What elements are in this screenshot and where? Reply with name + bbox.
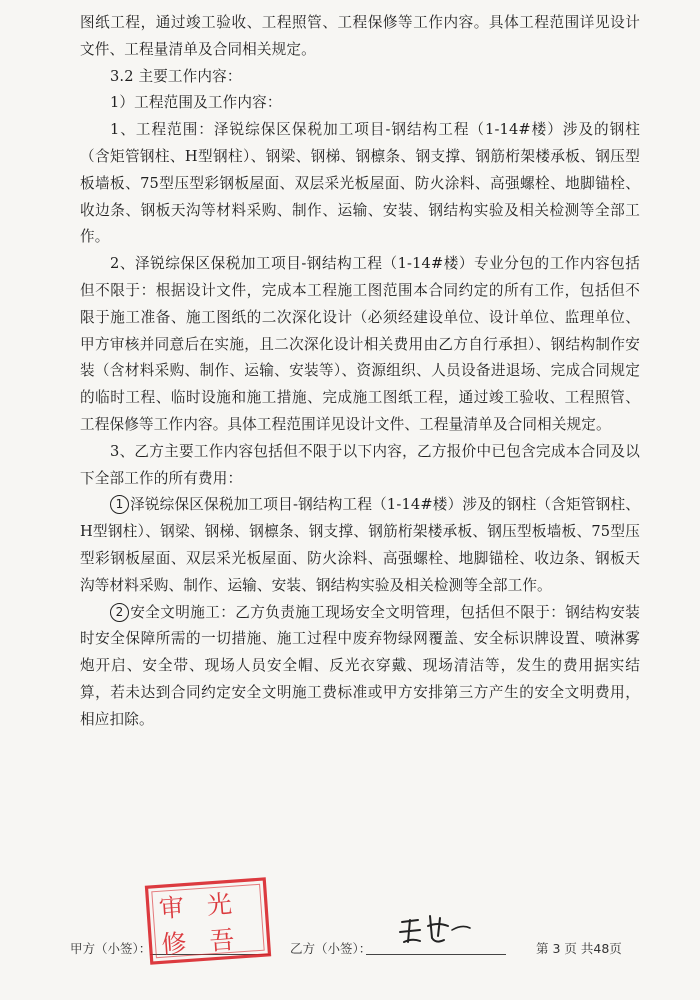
paragraph-scope-2: 2、泽锐综保区保税加工项目-钢结构工程（1-14#楼）专业分包的工作内容包括但不限于：根据设计文件，完成本工程施工图范围本合同约定的所有工作，包括但不限于施工准备、施工图纸的二次深化设计（必须经建设单位、设计单位、监理单位、甲方审核并同意后在实施，且二次深化设计相关费用由乙方自行承担）、钢结构制作安装（含材料采购、制作、运输、安装等）、资源组织、人员设备进退场、完成合同规定的临时工程、临时设施和施工措施、完成施工图纸工程，通过竣工验收、工程照管、工程保修等工作内容。具体工程范围详见设计文件、工程量清单及合同相关规定。 [80,255,640,433]
item-2-text: 安全文明施工：乙方负责施工现场安全文明管理，包括但不限于：钢结构安装时安全保障所需的一切措施、施工过程中废弃物绿网覆盖、安全标识牌设置、喷淋雾炮开启、安全带、现场人员安全帽、反光衣穿戴、现场清洁等，发生的费用据实结算，若未达到合同约定安全文明施工费标准或甲方安排第三方产生的安全文明费用，相应扣除。 [80,603,640,728]
item-1-text: 泽锐综保区保税加工项目-钢结构工程（1-14#楼）涉及的钢柱（含矩管钢柱、H型钢柱）、钢梁、钢梯、钢檩条、钢支撑、钢筋桁架楼承板、钢压型板墙板、75型压型彩钢板屋面、双层采光板屋面、防火涂料、高强螺栓、地脚锚栓、收边条、钢板天沟等材料采购、制作、运输、安装、钢结构实验及相关检测等全部工作。 [80,496,640,594]
paragraph-scope-3: 3、乙方主要工作内容包括但不限于以下内容，乙方报价中已包含完成本合同及以下全部工作的所有费用： [80,442,640,487]
svg-text:修: 修 [160,928,188,960]
paragraph-item-1 [80,492,640,599]
paragraph-continuation: 图纸工程，通过竣工验收、工程照管、工程保修等工作内容。具体工程范围详见设计文件、工程量清单及合同相关规定。 [80,14,640,58]
paragraph-scope-1: 1、工程范围：泽锐综保区保税加工项目-钢结构工程（1-14#楼）涉及的钢柱（含矩管钢柱、H型钢柱）、钢梁、钢梯、钢檩条、钢支撑、钢筋桁架楼承板、钢压型板墙板、75型压型彩钢板屋面、双层采光板屋面、防火涂料、高强螺栓、地脚锚栓、收边条、钢板天沟等材料采购、制作、运输、安装、钢结构实验及相关检测等全部工作。 [80,121,640,246]
svg-text:审: 审 [158,892,186,924]
handwritten-signature [396,908,476,948]
svg-text:吾: 吾 [208,925,236,956]
party-b-sign-line [366,954,506,955]
section-heading-3-2: 3.2 主要工作内容： [110,67,242,85]
circled-number-1: 1 [110,495,129,514]
page-number: 第 3 页 共48页 [536,941,622,956]
contract-body [80,10,640,734]
signature-footer [0,928,700,968]
circled-number-2: 2 [110,603,129,622]
red-seal-stamp [143,876,272,966]
subsection-heading-scope: 1）工程范围及工作内容： [110,94,282,112]
party-b-label: 乙方（小签）： [290,941,372,956]
party-a-label: 甲方（小签）： [70,941,152,956]
svg-text:光: 光 [205,889,233,921]
paragraph-item-2 [80,600,640,734]
